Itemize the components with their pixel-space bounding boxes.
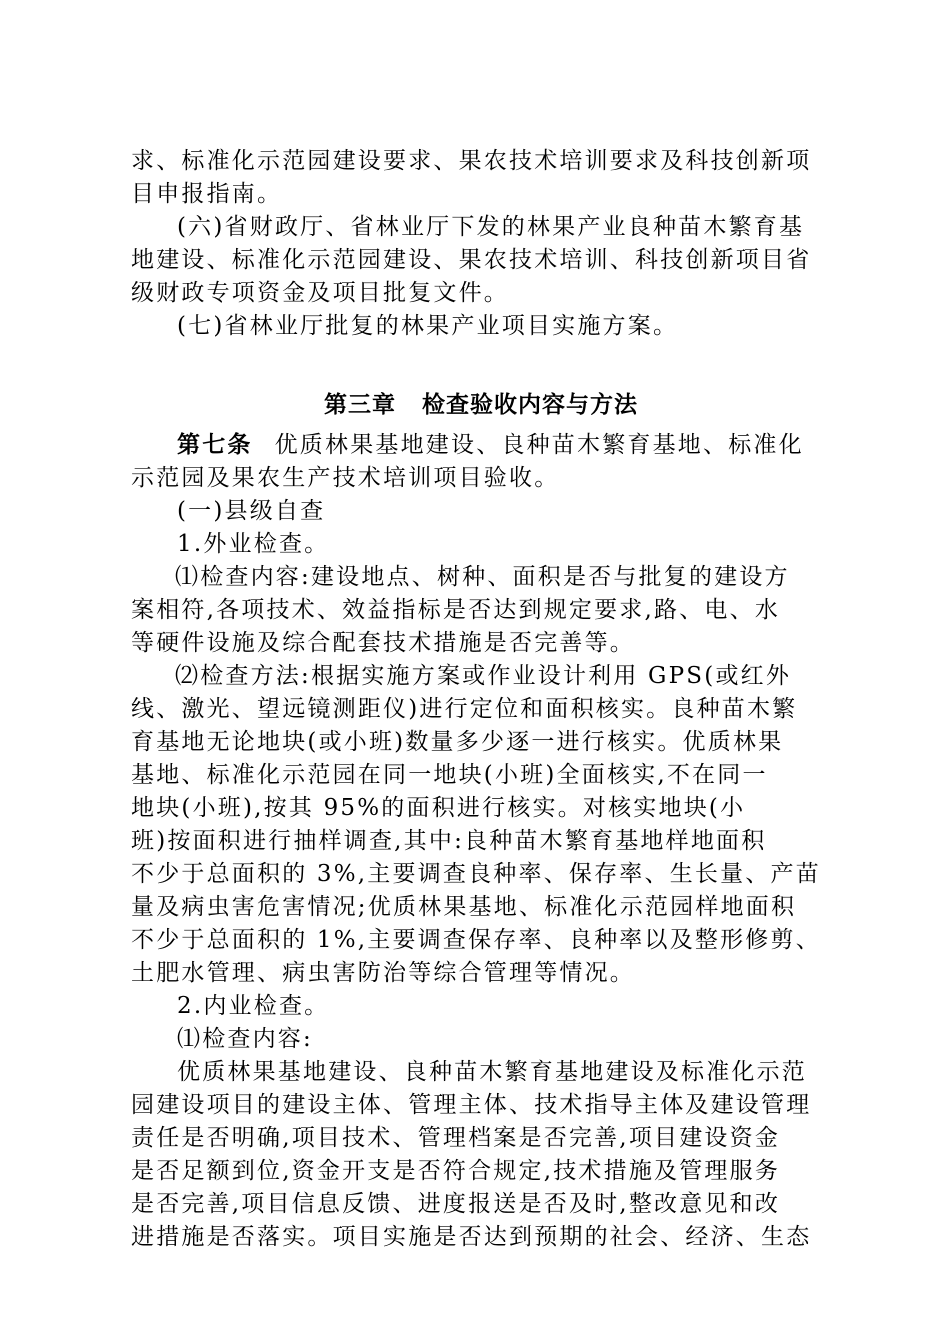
text-line: 地建设、标准化示范园建设、果农技术培训、科技创新项目省 [131, 247, 812, 273]
text-line: 园建设项目的建设主体、管理主体、技术指导主体及建设管理 [131, 1092, 812, 1118]
text-line: 案相符,各项技术、效益指标是否达到规定要求,路、电、水 [131, 597, 781, 623]
chapter-title: 检查验收内容与方法 [422, 392, 638, 418]
text-line: 责任是否明确,项目技术、管理档案是否完善,项目建设资金 [131, 1125, 781, 1151]
text-line: 不少于总面积的 1%,主要调查保存率、良种率以及整形修剪、 [131, 927, 821, 953]
text-line: 育基地无论地块(或小班)数量多少逐一进行核实。优质林果 [131, 729, 784, 755]
text-line: (一)县级自查 [177, 498, 326, 524]
text-line: 进措施是否落实。项目实施是否达到预期的社会、经济、生态 [131, 1224, 812, 1250]
text-line: 2.内业检查。 [177, 993, 330, 1019]
text-line: 地块(小班),按其 95%的面积进行核实。对核实地块(小 [131, 795, 746, 821]
chapter-number: 第三章 [324, 392, 396, 418]
text-line: (七)省林业厅批复的林果产业项目实施方案。 [177, 313, 679, 339]
text-line: 土肥水管理、病虫害防治等综合管理等情况。 [131, 960, 635, 986]
text-line: 等硬件设施及综合配套技术措施是否完善等。 [131, 630, 635, 656]
text-line: 量及病虫害危害情况;优质林果基地、标准化示范园样地面积 [131, 894, 797, 920]
text-line: 求、标准化示范园建设要求、果农技术培训要求及科技创新项 [131, 148, 812, 174]
article-line [131, 429, 831, 462]
text-line: ⑴检查内容: [177, 1026, 313, 1052]
text-line: 不少于总面积的 3%,主要调查良种率、保存率、生长量、产苗 [131, 861, 821, 887]
text-line: 优质林果基地建设、良种苗木繁育基地建设及标准化示范 [177, 1059, 807, 1085]
text-line: 目申报指南。 [131, 181, 283, 207]
document-page [131, 145, 831, 1254]
text-line: 示范园及果农生产技术培训项目验收。 [131, 465, 560, 491]
text-line: 级财政专项资金及项目批复文件。 [131, 280, 509, 306]
chapter-heading [131, 343, 831, 429]
text-line: 是否完善,项目信息反馈、进度报送是否及时,整改意见和改 [131, 1191, 781, 1217]
text-line: (六)省财政厅、省林业厅下发的林果产业良种苗木繁育基 [177, 214, 805, 240]
text-line: 线、激光、望远镜测距仪)进行定位和面积核实。良种苗木繁 [131, 696, 798, 722]
text-line: 是否足额到位,资金开支是否符合规定,技术措施及管理服务 [131, 1158, 781, 1184]
article-label: 第七条 [177, 432, 253, 458]
text-line: ⑴检查内容:建设地点、树种、面积是否与批复的建设方 [175, 564, 790, 590]
text-line: 班)按面积进行抽样调查,其中:良种苗木繁育基地样地面积 [131, 828, 767, 854]
text-line: 1.外业检查。 [177, 531, 330, 557]
text-line: ⑵检查方法:根据实施方案或作业设计利用 GPS(或红外 [175, 663, 792, 689]
text-line: 基地、标准化示范园在同一地块(小班)全面核实,不在同一 [131, 762, 768, 788]
article-text: 优质林果基地建设、良种苗木繁育基地、标准化 [274, 432, 804, 458]
